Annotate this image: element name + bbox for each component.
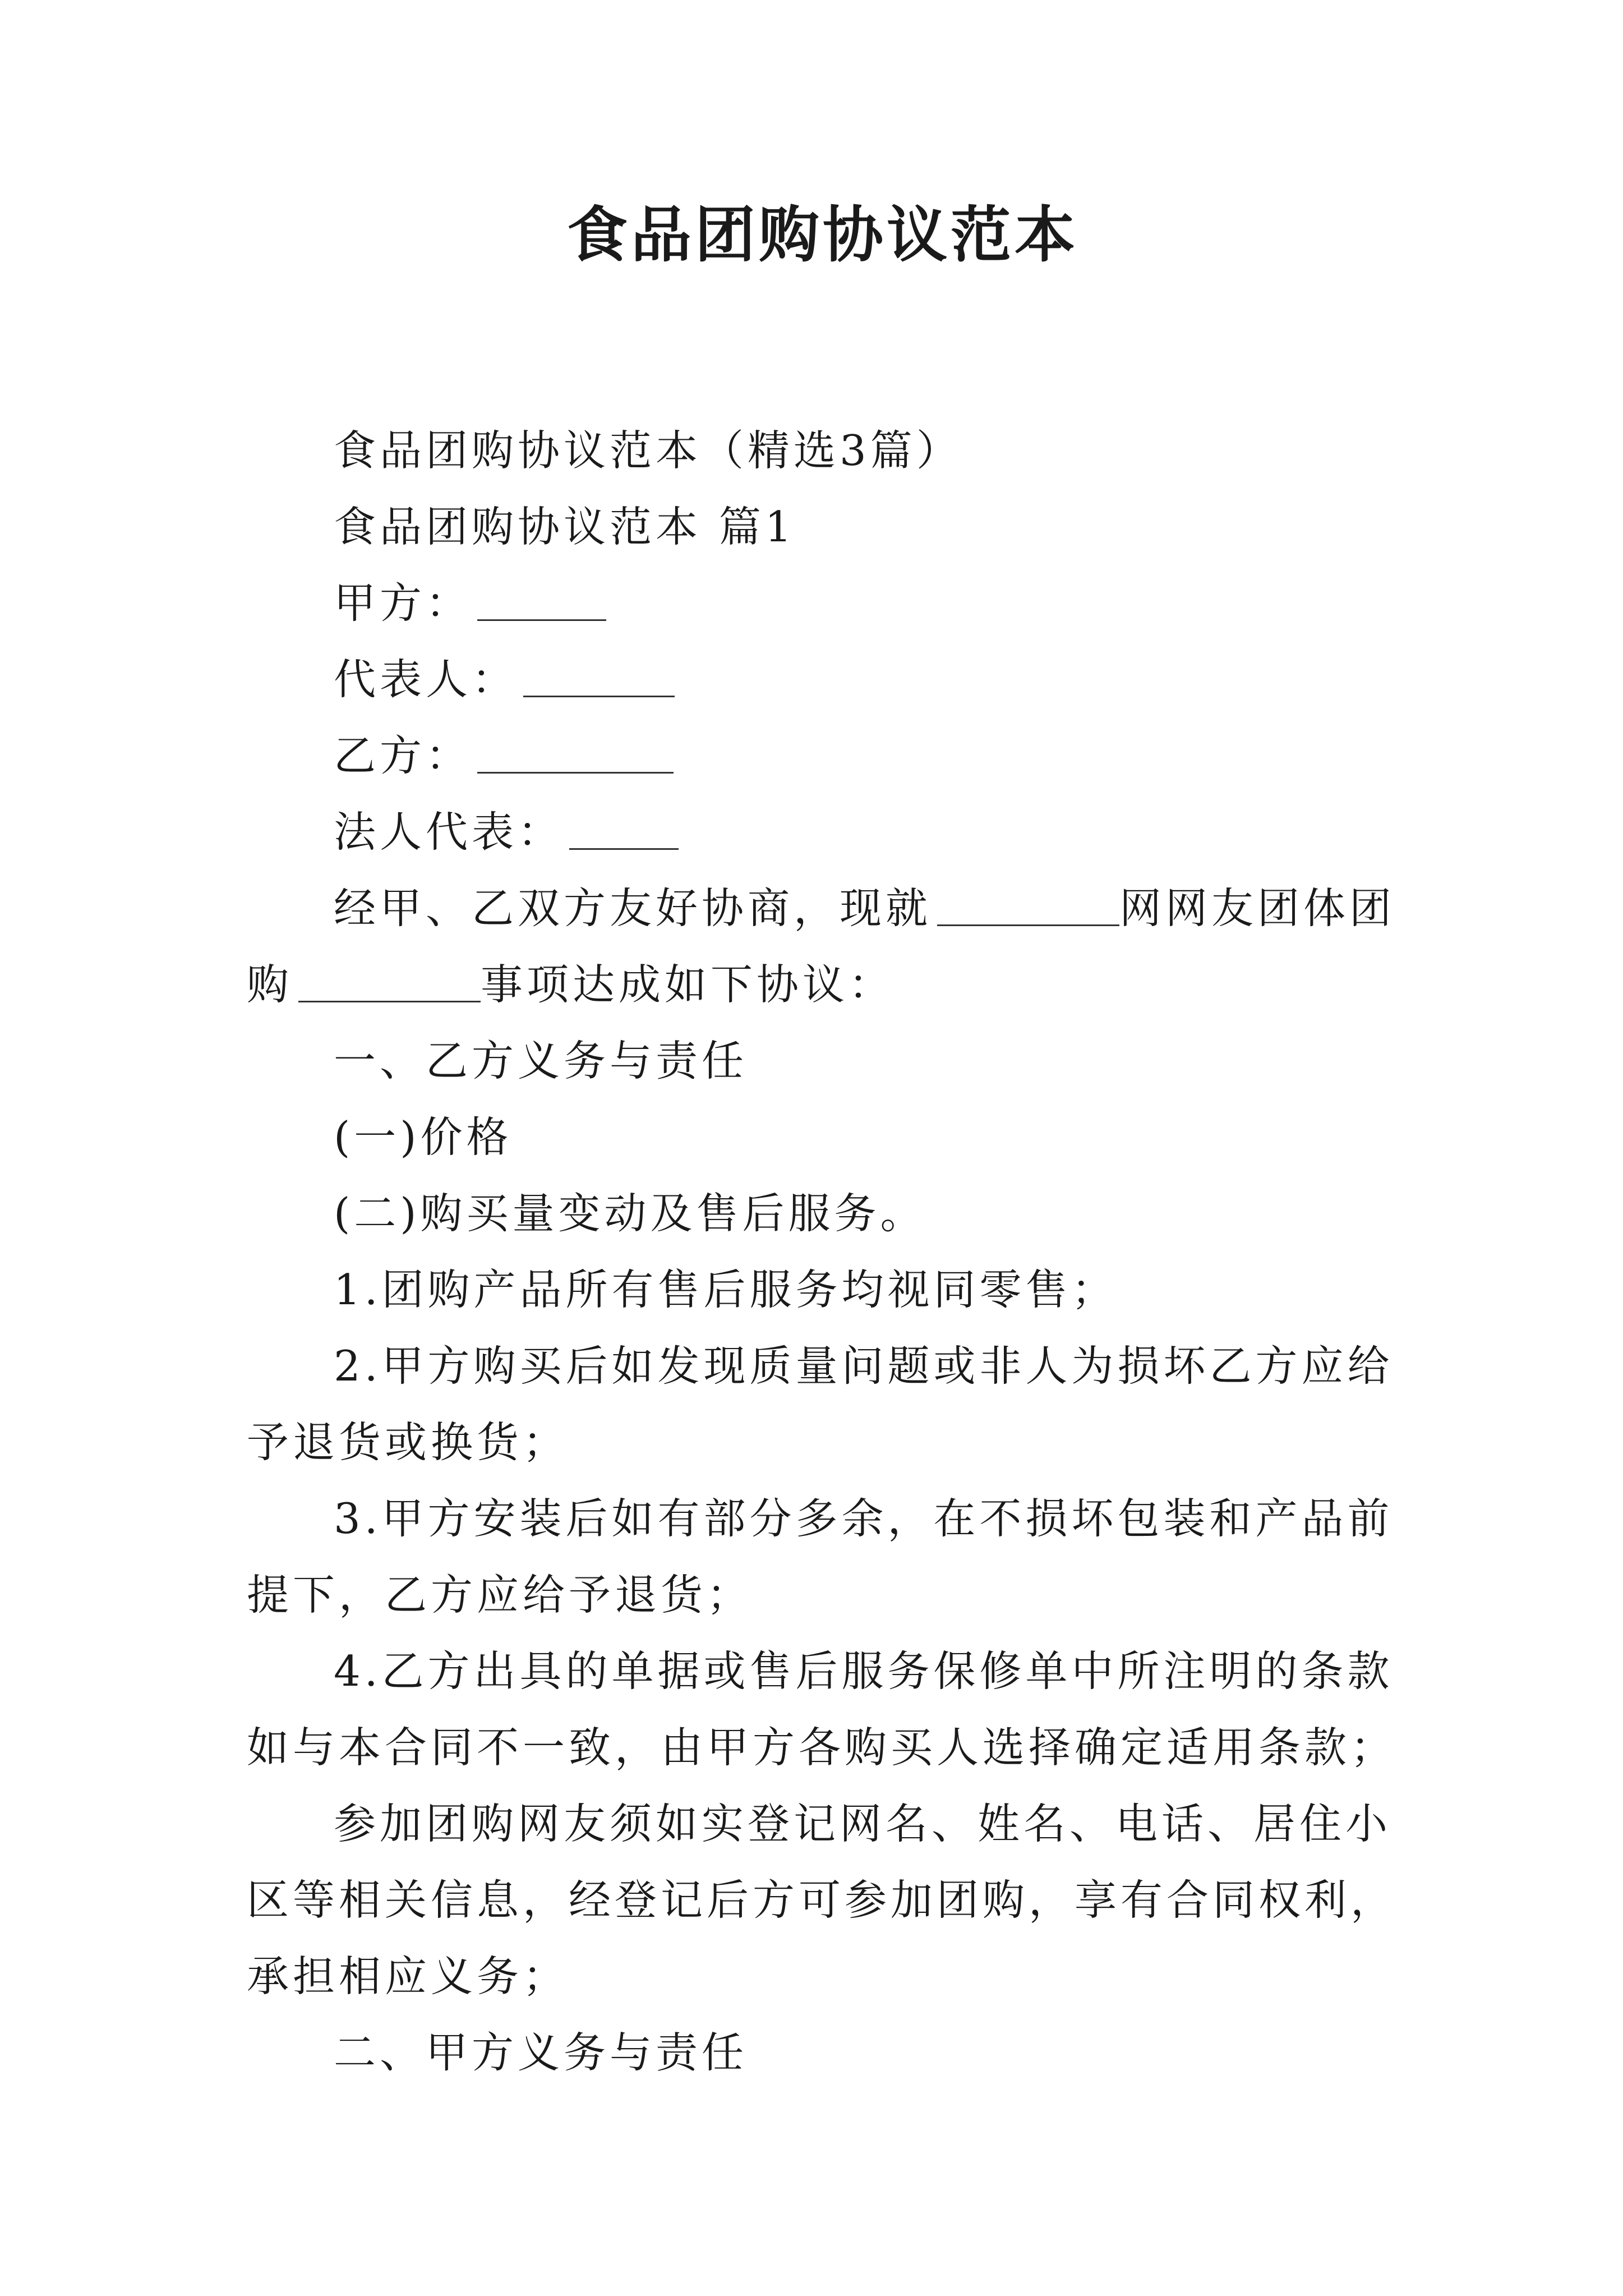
subtitle: 食品团购协议范本（精选3篇） [334, 425, 962, 475]
party-b-blank [477, 733, 674, 774]
party-b-line [247, 717, 1399, 794]
section-2-heading: 二、甲方义务与责任 [334, 2027, 748, 2077]
party-b-label: 乙方： [334, 730, 472, 780]
intro-text-a: 经甲、乙双方友好协商，现就 [334, 883, 932, 933]
section-1-heading: 一、乙方义务与责任 [334, 1036, 748, 1085]
item-4: 4.乙方出具的单据或售后服务保修单中所注明的条款如与本合同不一致，由甲方各购买人选择确定适用条款； [247, 1646, 1397, 1772]
representative-label: 代表人： [334, 654, 518, 704]
party-a-label: 甲方： [334, 578, 472, 628]
item-1: 1.团购产品所有售后服务均视同零售； [334, 1264, 1118, 1314]
intro-paragraph [247, 870, 1399, 1023]
intro-text-b: 网网友团体团购 [247, 883, 1396, 1009]
legal-rep-line [247, 794, 1399, 870]
legal-rep-label: 法人代表： [334, 807, 564, 857]
party-a-line [247, 565, 1399, 641]
intro-blank-2 [298, 961, 481, 1002]
intro-text-c: 事项达成如下协议： [481, 959, 895, 1009]
sub-2-heading: (二)购买量变动及售后服务。 [334, 1188, 926, 1238]
sub-1-heading: (一)价格 [334, 1112, 513, 1162]
party-a-blank [477, 580, 606, 621]
intro-blank-1 [937, 885, 1119, 926]
representative-blank [523, 656, 675, 697]
document-body [247, 412, 1399, 2091]
item-2: 2.甲方购买后如发现质量问题或非人为损坏乙方应给予退货或换货； [247, 1341, 1394, 1467]
legal-rep-blank [569, 809, 679, 850]
representative-line [247, 641, 1399, 717]
document-title: 食品团购协议范本 [566, 200, 1078, 270]
register-paragraph: 参加团购网友须如实登记网名、姓名、电话、居住小区等相关信息，经登记后方可参加团购，享有合同权利，承担相应义务； [247, 1798, 1397, 2001]
item-3: 3.甲方安装后如有部分多余，在不损坏包装和产品前提下，乙方应给予退货； [247, 1493, 1394, 1619]
heading-part-1: 食品团购协议范本 篇1 [334, 501, 796, 551]
